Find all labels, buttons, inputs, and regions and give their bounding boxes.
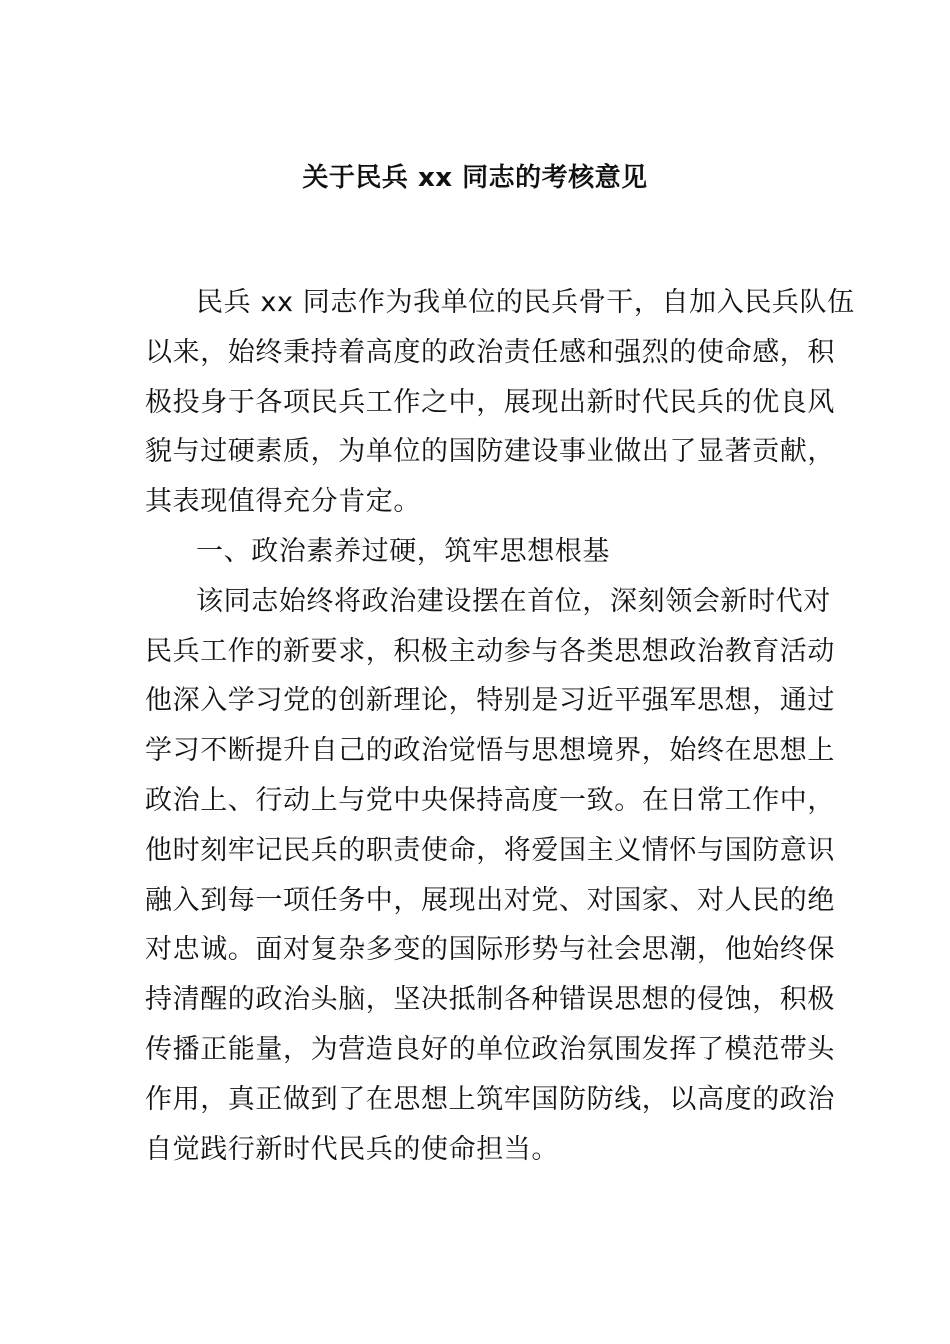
paragraph-2-line-3: 他深入学习党的创新理论，特别是习近平强军思想，通过 — [145, 685, 835, 716]
paragraph-1-line-1: 民兵 xx 同志作为我单位的民兵骨干，自加入民兵队伍 — [196, 287, 855, 318]
paragraph-2-line-7: 融入到每一项任务中，展现出对党、对国家、对人民的绝 — [145, 885, 835, 916]
paragraph-1-line-4: 貌与过硬素质，为单位的国防建设事业做出了显著贡献， — [145, 436, 835, 467]
paragraph-2-line-6: 他时刻牢记民兵的职责使命，将爱国主义情怀与国防意识 — [145, 835, 835, 866]
paragraph-1-line-3: 极投身于各项民兵工作之中，展现出新时代民兵的优良风 — [145, 387, 835, 418]
paragraph-2-line-1: 该同志始终将政治建设摆在首位，深刻领会新时代对 — [196, 586, 831, 617]
paragraph-2-line-4: 学习不断提升自己的政治觉悟与思想境界，始终在思想上 — [145, 735, 835, 766]
paragraph-1-line-5: 其表现值得充分肯定。 — [145, 486, 421, 517]
document-title: 关于民兵 xx 同志的考核意见 — [302, 163, 648, 193]
paragraph-2-line-5: 政治上、行动上与党中央保持高度一致。在日常工作中， — [145, 785, 835, 816]
paragraph-2-line-10: 传播正能量，为营造良好的单位政治氛围发挥了模范带头 — [145, 1034, 835, 1065]
paragraph-2-line-9: 持清醒的政治头脑，坚决抵制各种错误思想的侵蚀，积极 — [145, 984, 835, 1015]
paragraph-2-line-2: 民兵工作的新要求，积极主动参与各类思想政治教育活动 — [145, 636, 835, 667]
paragraph-1-line-2: 以来，始终秉持着高度的政治责任感和强烈的使命感，积 — [145, 337, 835, 368]
paragraph-2-line-12: 自觉践行新时代民兵的使命担当。 — [145, 1134, 559, 1165]
paragraph-2-line-11: 作用，真正做到了在思想上筑牢国防防线，以高度的政治 — [145, 1084, 835, 1115]
section-heading-1: 一、政治素养过硬，筑牢思想根基 — [196, 536, 610, 567]
paragraph-2-line-8: 对忠诚。面对复杂多变的国际形势与社会思潮，他始终保 — [145, 934, 835, 965]
